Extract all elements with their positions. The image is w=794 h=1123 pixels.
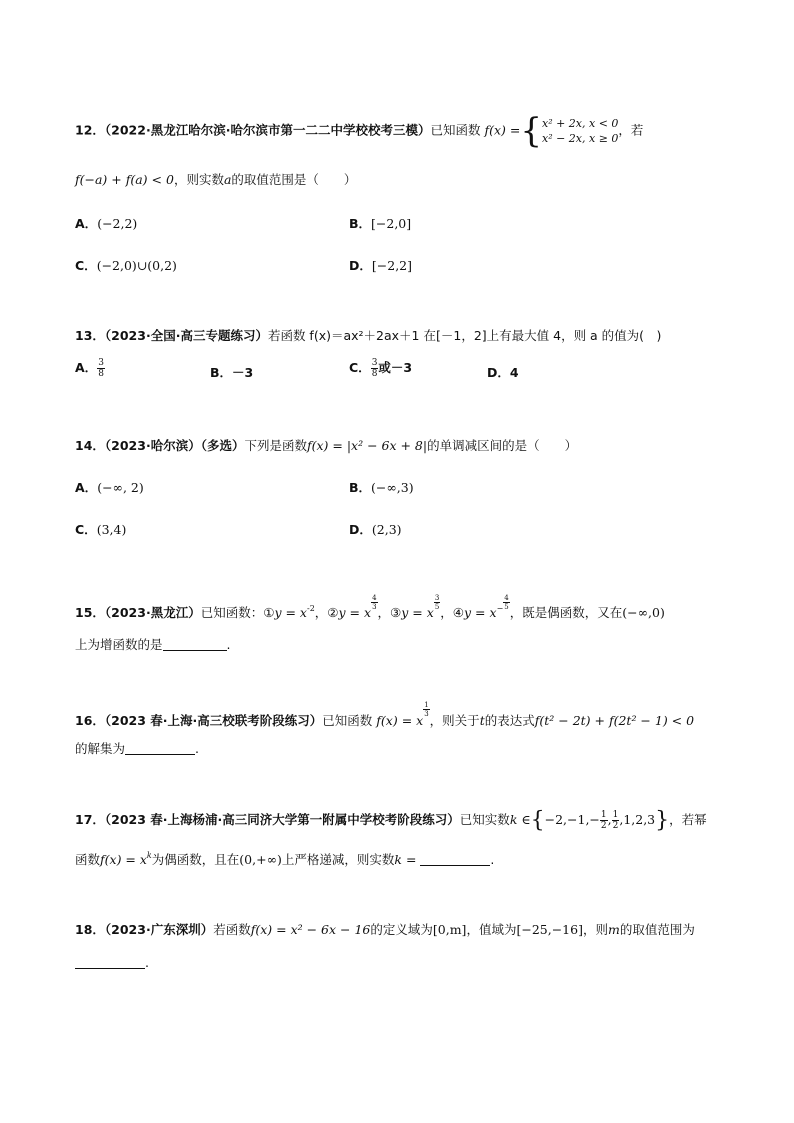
- q17-set-open: {: [530, 808, 545, 833]
- q15-f4: y = x: [464, 605, 497, 620]
- q14-option-b-value: (−∞,3): [371, 480, 414, 495]
- q15-answer-blank[interactable]: [163, 638, 227, 651]
- q17-set-b: ,: [607, 812, 612, 827]
- q13-option-d-value: 4: [509, 365, 519, 380]
- q13-option-c-tail: 或－3: [378, 360, 413, 375]
- q15-line2-text: 上为增函数的是: [75, 637, 163, 652]
- q13-option-b[interactable]: [210, 363, 253, 381]
- q17-line2: [75, 850, 494, 868]
- q13-option-d[interactable]: [487, 363, 519, 381]
- q14-option-d[interactable]: [349, 520, 402, 538]
- q18-domain: [0,m]: [432, 922, 467, 937]
- q18-number: 18．: [75, 922, 105, 937]
- q12-stem: 已知函数: [430, 122, 481, 138]
- q12-var-a: a: [223, 172, 232, 187]
- q18-line2-end: .: [145, 955, 149, 970]
- q17-set-close: }: [655, 808, 670, 833]
- q18-stem-d: ，则: [582, 922, 608, 937]
- q16-expr: f(t² − 2t) + f(2t² − 1) < 0: [534, 713, 695, 728]
- q12-option-d-value: [−2,2]: [371, 258, 412, 273]
- q15-f2-exp-num: 4: [372, 594, 377, 602]
- q13-option-c-label: C．: [349, 360, 371, 375]
- q12-pieces: [542, 116, 618, 146]
- q12-option-b-label: B．: [349, 216, 372, 231]
- q13-stem: 若函数 f(x)＝ax²＋2ax＋1 在[－1，2]上有最大值 4，则 a 的值为( ): [267, 328, 662, 343]
- q17-interval: (0,+∞): [239, 852, 282, 867]
- q12-option-a-value: (−2,2): [97, 216, 138, 231]
- q17-half-2-num: 1: [612, 810, 619, 820]
- q15-interval: (−∞,0): [622, 605, 665, 620]
- q14-stem-tail: 的单调减区间的是（ ）: [427, 438, 578, 453]
- q15-f4-exp-sign: −: [496, 604, 504, 613]
- q12-option-c[interactable]: [75, 256, 177, 274]
- q17-k-in: k ∈: [509, 812, 531, 827]
- q16-var-t: t: [479, 713, 485, 728]
- q18-stem-e: 的取值范围为: [619, 922, 695, 937]
- q12-piece-1: x² + 2x, x < 0: [541, 117, 619, 130]
- q18-stem: 若函数: [213, 922, 251, 937]
- q15-f3-exp-num: 3: [434, 594, 440, 602]
- q14-option-a-value: (−∞, 2): [97, 480, 144, 495]
- q12-number: 12．: [75, 122, 105, 138]
- q17-line2-a: 函数: [75, 852, 101, 867]
- q15-f1: y = x: [274, 605, 307, 620]
- q18-var-m: m: [607, 922, 620, 937]
- q17-set-c: ,1,2,3: [619, 812, 656, 827]
- q14-option-b-label: B．: [349, 480, 372, 495]
- q16-func-exp-num: 1: [424, 701, 429, 709]
- q12-source: （2022·黑龙江哈尔滨·哈尔滨市第一二二中学校校考三模）: [104, 122, 431, 138]
- q12-option-d-label: D．: [349, 258, 372, 273]
- q17-number: 17．: [75, 812, 105, 827]
- q12-option-d[interactable]: [349, 256, 412, 274]
- q17-line2-end: .: [490, 852, 495, 867]
- q17-k-eq: k =: [394, 852, 417, 867]
- q12-piece-2: x² − 2x, x ≥ 0: [541, 132, 619, 145]
- q12-option-c-label: C．: [75, 258, 97, 273]
- q12-brace: {: [520, 111, 542, 151]
- q16-source: （2023 春·上海·高三校联考阶段练习）: [104, 713, 323, 728]
- q17-source: （2023 春·上海杨浦·高三同济大学第一附属中学校考阶段练习）: [104, 812, 460, 827]
- q12-stem-tail: ，若: [618, 122, 644, 138]
- q18-stem-b: 的定义域为: [370, 922, 433, 937]
- q16-line2-text: 的解集为: [75, 741, 126, 756]
- q12-line2-tail: 的取值范围是（ ）: [231, 172, 357, 187]
- q13-option-b-value: －3: [232, 365, 254, 380]
- q18-range: [−25,−16]: [516, 922, 583, 937]
- q15-f2-exp: [371, 594, 377, 611]
- q15-f2: y = x: [338, 605, 372, 620]
- q14-option-d-label: D．: [349, 522, 372, 537]
- q17-func-exp: k: [146, 851, 152, 860]
- q18-func: f(x) = x² − 6x − 16: [250, 922, 371, 937]
- q15-f2-mark: ②: [327, 605, 339, 620]
- q13-option-a-den: 8: [98, 369, 104, 379]
- q18-line1: [75, 920, 695, 938]
- q18-answer-blank[interactable]: [75, 956, 145, 969]
- q16-stem-mid: ，则关于: [429, 713, 480, 728]
- q14-line1: [75, 436, 577, 454]
- q17-set-a: −2,−1,−: [544, 812, 600, 827]
- q15-f4-exp-num: 4: [504, 594, 509, 602]
- q16-line1: [75, 701, 694, 729]
- q12-line2-text: ，则实数: [173, 172, 224, 187]
- q15-stem-tail: ，既是偶函数，又在: [509, 605, 623, 620]
- q12-option-b[interactable]: [349, 214, 411, 232]
- q15-stem: 已知函数：: [200, 605, 264, 620]
- q12-func-lhs: f(x) =: [484, 122, 521, 138]
- q17-func: f(x) = x: [100, 852, 147, 867]
- q12-line2: [75, 170, 356, 188]
- q13-option-c-den: 8: [371, 369, 378, 379]
- q14-option-d-value: (2,3): [371, 522, 402, 537]
- q14-option-c-label: C．: [75, 522, 97, 537]
- q16-line2: [75, 739, 199, 757]
- q14-stem: 下列是函数: [244, 438, 307, 453]
- q14-func: f(x) = |x² − 6x + 8|: [306, 438, 428, 453]
- q14-option-c-value: (3,4): [96, 522, 127, 537]
- q17-stem: 已知实数: [459, 812, 510, 827]
- q16-number: 16．: [75, 713, 105, 728]
- q13-option-d-label: D．: [487, 365, 510, 380]
- q16-func: f(x) = x: [376, 713, 424, 728]
- q15-line2: [75, 635, 231, 653]
- q17-answer-blank[interactable]: [420, 853, 490, 866]
- q12-option-c-value: (−2,0)∪(0,2): [96, 258, 177, 273]
- q16-line2-end: .: [195, 741, 199, 756]
- q13-option-c-num: 3: [371, 358, 378, 368]
- q15-f3: y = x: [401, 605, 434, 620]
- q14-option-c[interactable]: [75, 520, 126, 538]
- q14-option-a[interactable]: [75, 478, 144, 496]
- q15-f4-mark: ④: [452, 605, 465, 620]
- q14-source: （2023·哈尔滨）（多选）: [104, 438, 245, 453]
- q13-source: （2023·全国·高三专题练习）: [104, 328, 268, 343]
- q18-line2: [75, 955, 149, 970]
- q13-option-a[interactable]: [75, 358, 105, 379]
- q16-func-exp-den: 3: [424, 710, 429, 718]
- q17-line2-b: 为偶函数，且在: [151, 852, 240, 867]
- q15-line1: 15．（2023·黑龙江）已知函数：①y = $x^{-2}$，②y = x $\frac{4}{3}$ ，③y = x $\frac{3}{5}$ ，④y = x− $\frac{4}{5}$ ，既是偶函数，又在(−∞,0): [75, 594, 665, 620]
- q17-stem-tail: ，若幂: [669, 812, 707, 827]
- q17-half-2-den: 2: [612, 821, 619, 831]
- q13-line1: [75, 326, 661, 344]
- q18-source: （2023·广东深圳）: [104, 922, 214, 937]
- q15-number: 15．: [75, 605, 105, 620]
- q16-answer-blank[interactable]: [125, 742, 195, 755]
- q12-option-b-value: [−2,0]: [371, 216, 412, 231]
- q14-option-a-label: A．: [75, 480, 98, 495]
- q15-f4-exp-den: 5: [504, 603, 509, 611]
- q15-f3-exp-den: 5: [434, 603, 440, 611]
- q13-number: 13．: [75, 328, 105, 343]
- q13-option-b-label: B．: [210, 365, 233, 380]
- q13-option-a-num: 3: [98, 358, 104, 368]
- q14-option-b[interactable]: [349, 478, 414, 496]
- q17-half-1-den: 2: [600, 821, 607, 831]
- q15-line2-end: .: [226, 637, 231, 652]
- q17-line2-c: 上严格递减，则实数: [281, 852, 395, 867]
- q13-option-a-label: A．: [75, 360, 98, 375]
- q17-line1: [75, 808, 707, 833]
- q15-f3-mark: ③: [390, 605, 402, 620]
- q15-f3-exp: [434, 594, 440, 611]
- q14-number: 14．: [75, 438, 105, 453]
- q18-stem-c: ，值域为: [466, 922, 517, 937]
- q17-half-1-num: 1: [600, 810, 607, 820]
- q15-f2-exp-den: 3: [372, 603, 377, 611]
- q12-condition: f(−a) + f(a) < 0: [75, 172, 174, 187]
- q16-stem-tail: 的表达式: [484, 713, 535, 728]
- q16-stem: 已知函数: [322, 713, 373, 728]
- q15-f1-mark: ①: [263, 605, 275, 620]
- q17-half-1: [600, 810, 608, 831]
- q12-line1: [75, 111, 644, 151]
- q15-f1-exp: -2: [306, 604, 315, 613]
- q13-option-c[interactable]: [349, 358, 412, 379]
- q13-option-a-fraction: [97, 358, 105, 379]
- q12-option-a[interactable]: [75, 214, 137, 232]
- q15-source: （2023·黑龙江）: [104, 605, 201, 620]
- q12-option-a-label: A．: [75, 216, 98, 231]
